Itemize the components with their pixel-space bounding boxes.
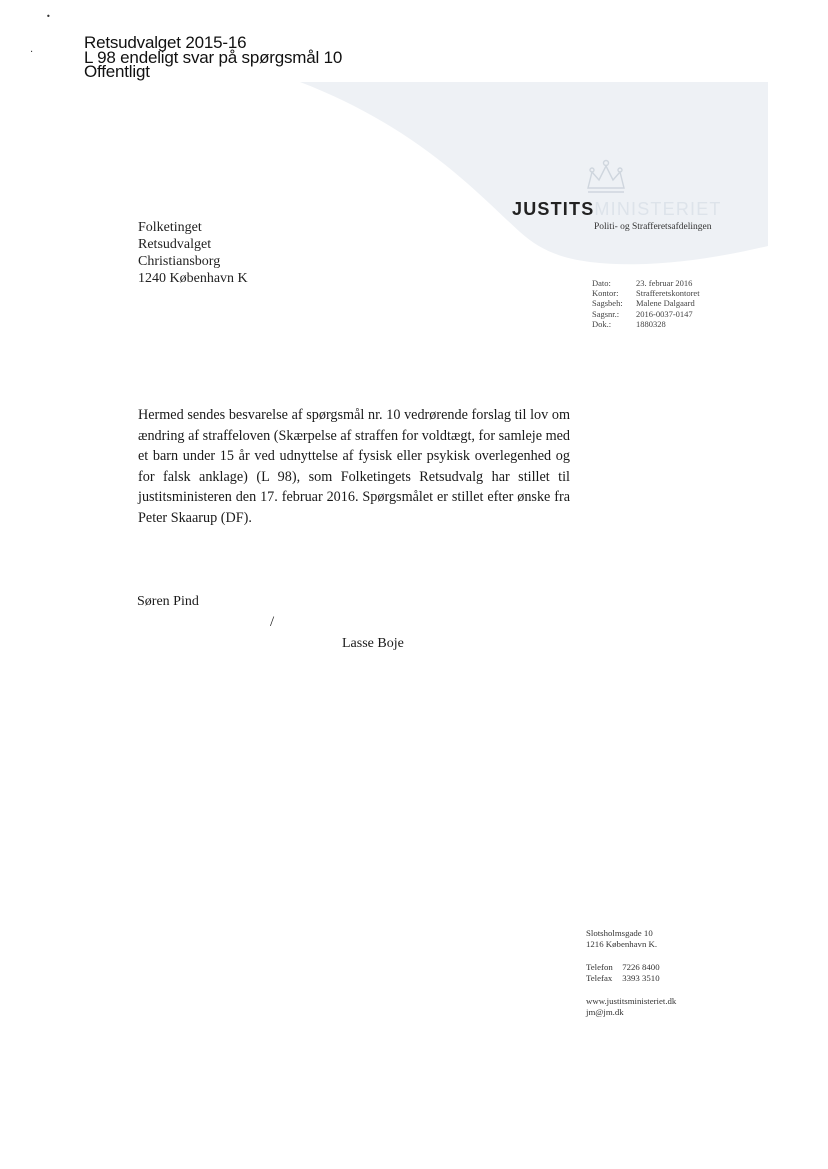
case-metadata <box>592 278 700 329</box>
meta-row <box>592 288 700 298</box>
department-name: Politi- og Strafferetsafdelingen <box>594 222 712 232</box>
document-stamp <box>84 33 343 81</box>
recipient-line: 1240 København K <box>138 271 248 286</box>
crown-icon <box>584 158 628 198</box>
recipient-line: Folketinget <box>138 220 202 235</box>
footer-fax-row <box>586 973 676 984</box>
official-signature: Lasse Boje <box>342 636 404 651</box>
website-link[interactable]: www.justitsministeriet.dk <box>586 996 677 1006</box>
meta-value: Strafferetskontoret <box>636 288 700 299</box>
meta-row <box>592 278 700 288</box>
meta-label: Kontor: <box>592 288 619 299</box>
meta-label: Dato: <box>592 278 611 288</box>
minister-signature: Søren Pind <box>137 594 199 609</box>
stamp-committee: Retsudvalget 2015-16 <box>84 33 247 52</box>
meta-value: 1880328 <box>636 318 666 329</box>
recipient-address <box>138 219 248 287</box>
meta-value: 23. februar 2016 <box>636 278 693 288</box>
recipient-line: Retsudvalget <box>138 237 212 252</box>
fax-number: 3393 3510 <box>622 972 660 983</box>
logo-bold-text: JUSTITS <box>512 199 595 219</box>
stamp-reference: L 98 endeligt svar på spørgsmål 10 <box>84 47 343 67</box>
recipient-line: Christiansborg <box>138 254 221 269</box>
phone-number: 7226 8400 <box>622 962 660 972</box>
meta-label: Sagsbeh: <box>592 298 623 309</box>
ministry-contact-footer <box>586 928 676 1017</box>
meta-label: Sagsnr.: <box>592 308 620 319</box>
footer-street: Slotsholmsgade 10 <box>586 928 653 938</box>
scan-speck: • <box>46 12 51 21</box>
meta-row <box>592 309 700 319</box>
stamp-status: Offentligt <box>84 62 150 81</box>
ministry-logo <box>512 199 722 220</box>
email-link[interactable]: jm@jm.dk <box>586 1006 624 1017</box>
footer-phone-row <box>586 962 676 973</box>
letter-body: Hermed sendes besvarelse af spørgsmål nr. 10 vedrørende forslag til lov om ændring af straffeloven (Skærpelse af straffen for voldtægt, for samleje med et barn under 15 år ved udnyttelse af fysisk eller psykisk overlegenhed og for falsk anklage) (L 98), som Folketingets Retsudvalg har stillet til justitsministeren den 17. februar 2016. Spørgsmålet er stillet efter ønske fra Peter Skaarup (DF). <box>138 407 570 526</box>
meta-value: 2016-0037-0147 <box>636 308 693 319</box>
phone-label: Telefon <box>586 962 613 972</box>
fax-label: Telefax <box>586 972 613 983</box>
meta-row <box>592 298 700 308</box>
meta-value: Malene Dalgaard <box>636 298 695 309</box>
meta-label: Dok.: <box>592 318 612 329</box>
footer-city: 1216 København K. <box>586 938 658 949</box>
signature-separator: / <box>270 614 275 630</box>
logo-light-text: MINISTERIET <box>594 199 722 219</box>
scan-speck: · <box>30 47 34 58</box>
meta-row <box>592 319 700 329</box>
